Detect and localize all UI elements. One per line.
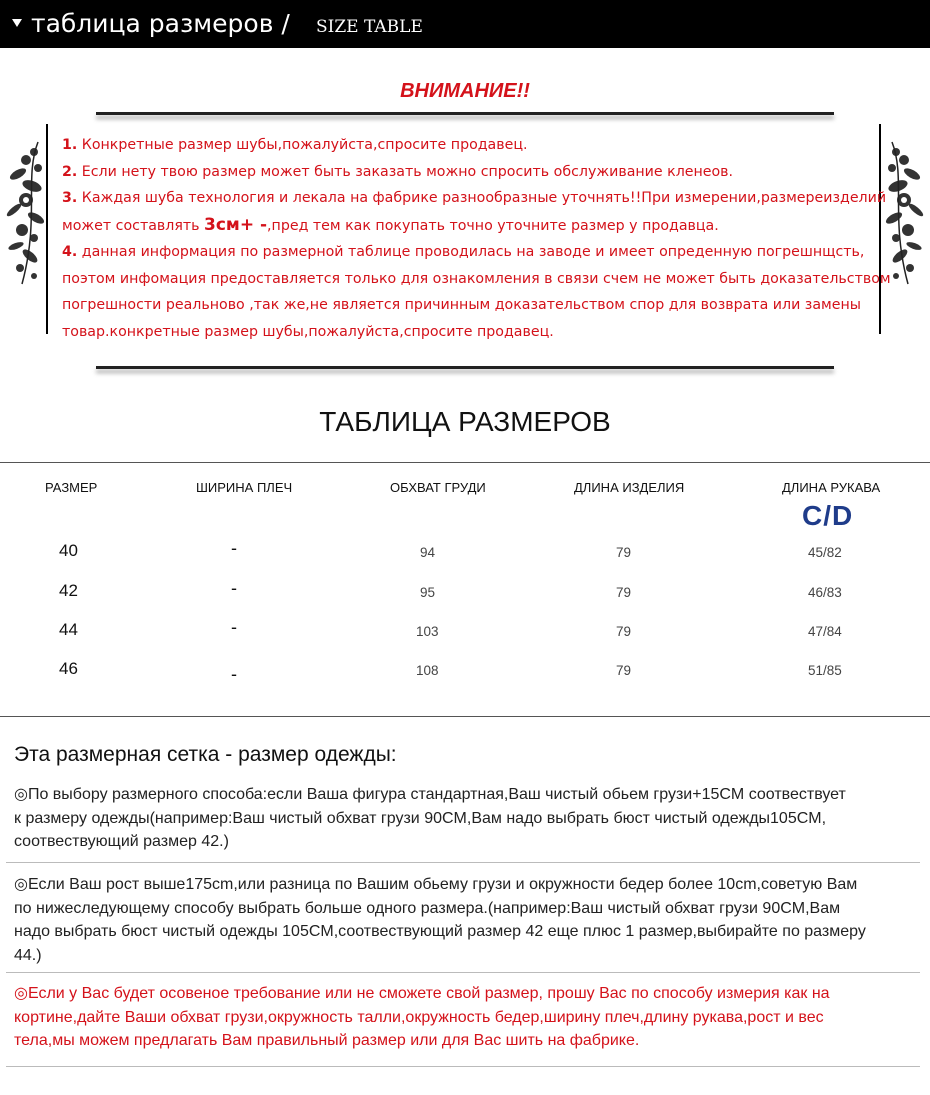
column-header-length: ДЛИНА ИЗДЕЛИЯ xyxy=(574,480,685,495)
row-size: 46 xyxy=(59,659,78,678)
notice-bottom-divider xyxy=(96,366,834,369)
guide-block-3 xyxy=(14,982,919,1053)
notice-line-2: 2. Если нету твою размер может быть заказать можно спросить обслуживание кленеов. xyxy=(62,163,734,180)
row-length: 79 xyxy=(616,545,632,560)
row-shoulder: - xyxy=(231,617,237,637)
row-shoulder: - xyxy=(231,538,237,558)
notice-top-divider xyxy=(96,112,834,115)
row-sleeve: 51/85 xyxy=(808,663,842,678)
notice-line-1: 1. Конкретные размер шубы,пожалуйста,спросите продавец. xyxy=(62,137,528,153)
notice-text xyxy=(62,132,892,345)
guide-block-1 xyxy=(14,783,919,854)
row-chest: 108 xyxy=(416,663,439,678)
notice-left-border xyxy=(46,124,48,334)
guide-block-2-line: 44.) xyxy=(14,946,42,964)
row-size: 44 xyxy=(59,620,78,639)
column-header-size: РАЗМЕР xyxy=(45,480,98,495)
header-title-en: SIZE TABLE xyxy=(316,17,423,37)
column-header-sleeve: ДЛИНА РУКАВА xyxy=(782,480,881,495)
header-title-ru: таблица размеров / xyxy=(31,9,290,38)
row-size: 40 xyxy=(59,541,78,560)
row-shoulder: - xyxy=(231,578,237,598)
guide-separator xyxy=(6,862,920,863)
notice-line-4b: поэтом инфомация предоставляется только для ознакомления в связи счем не может быть доказательством xyxy=(62,270,891,287)
guide-block-3-line: тела,мы можем предлагать Вам правильный размер или для Вас шить на фабрике. xyxy=(14,1032,640,1049)
guide-separator xyxy=(6,1066,920,1067)
guide-separator xyxy=(6,972,920,973)
guide-block-2 xyxy=(14,873,919,967)
notice-line-4d: товар.конкретные размер шубы,пожалуйста,спросите продавец. xyxy=(62,323,554,340)
notice-line-4: 4. данная информация по размерной таблице проводилась на заводе и имеет опреденную погрешнщсть, xyxy=(62,244,865,260)
notice-line-4c: погрешности реальново ,так же,не является причинным доказательством спор для возврата или замены xyxy=(62,297,861,313)
row-chest: 95 xyxy=(420,585,436,600)
row-sleeve: 45/82 xyxy=(808,545,842,560)
row-length: 79 xyxy=(616,624,632,639)
guide-block-1-line: ◎По выбору размерного способа:если Ваша фигура стандартная,Ваш чистый обьем грузи+15CM соотвествует xyxy=(14,786,846,803)
notice-line-3b: может составлять 3см+ -,пред тем как покупать точно уточните размер у продавца. xyxy=(62,214,719,235)
guide-block-2-line: по нижеследующему способу выбрать больше одного размера.(например:Ваш чистый обхват грузи 90CM,Вам xyxy=(14,899,841,917)
column-header-chest: ОБХВАТ ГРУДИ xyxy=(390,480,486,495)
guide-block-3-line: ◎Если у Вас будет осовеное требование или не сможете свой размер, прошу Вас по способу измерия как на xyxy=(14,985,830,1002)
row-chest: 94 xyxy=(420,545,436,560)
guide-block-1-line: соотвествующий размер 42.) xyxy=(14,833,229,850)
guide-block-1-line: к размеру одежды(например:Ваш чистый обхват грузи 90CM,Вам надо выбрать бюст чистый одежды105CM, xyxy=(14,809,827,827)
table-top-rule xyxy=(0,462,930,463)
row-length: 79 xyxy=(616,663,632,678)
notice-line-3: 3. Каждая шуба технология и лекала на фабрике разнообразные уточнять!!При измерении,размереизделий xyxy=(62,190,887,206)
guide-block-3-line: кортине,дайте Ваши обхват грузи,окружность талли,окружность бедер,ширину плеч,длину рукава,рост и вес xyxy=(14,1008,824,1026)
header-bar xyxy=(0,0,930,48)
guide-block-2-line: ◎Если Ваш рост выше175cm,или разница по Вашим обьему грузи и окружности бедер более 10cm,советую Вам xyxy=(14,876,858,893)
row-chest: 103 xyxy=(416,624,439,639)
attention-heading: ВНИМАНИЕ!! xyxy=(400,80,530,102)
row-shoulder: - xyxy=(231,664,237,684)
table-bottom-rule xyxy=(0,716,930,717)
row-sleeve: 47/84 xyxy=(808,624,842,639)
size-table-title: ТАБЛИЦА РАЗМЕРОВ xyxy=(319,406,611,437)
triangle-down-icon xyxy=(12,19,22,27)
floral-ornament-left xyxy=(4,138,46,288)
sleeve-note: C/D xyxy=(802,500,854,531)
row-length: 79 xyxy=(616,585,632,600)
row-size: 42 xyxy=(59,581,78,600)
guide-title: Эта размерная сетка - размер одежды: xyxy=(14,743,397,766)
column-header-shoulder: ШИРИНА ПЛЕЧ xyxy=(196,480,293,495)
row-sleeve: 46/83 xyxy=(808,585,842,600)
guide-block-2-line: надо выбрать бюст чистый одежды 105CM,соотвествующий размер 42 еще плюс 1 размер,выбирайте по размеру xyxy=(14,923,866,940)
